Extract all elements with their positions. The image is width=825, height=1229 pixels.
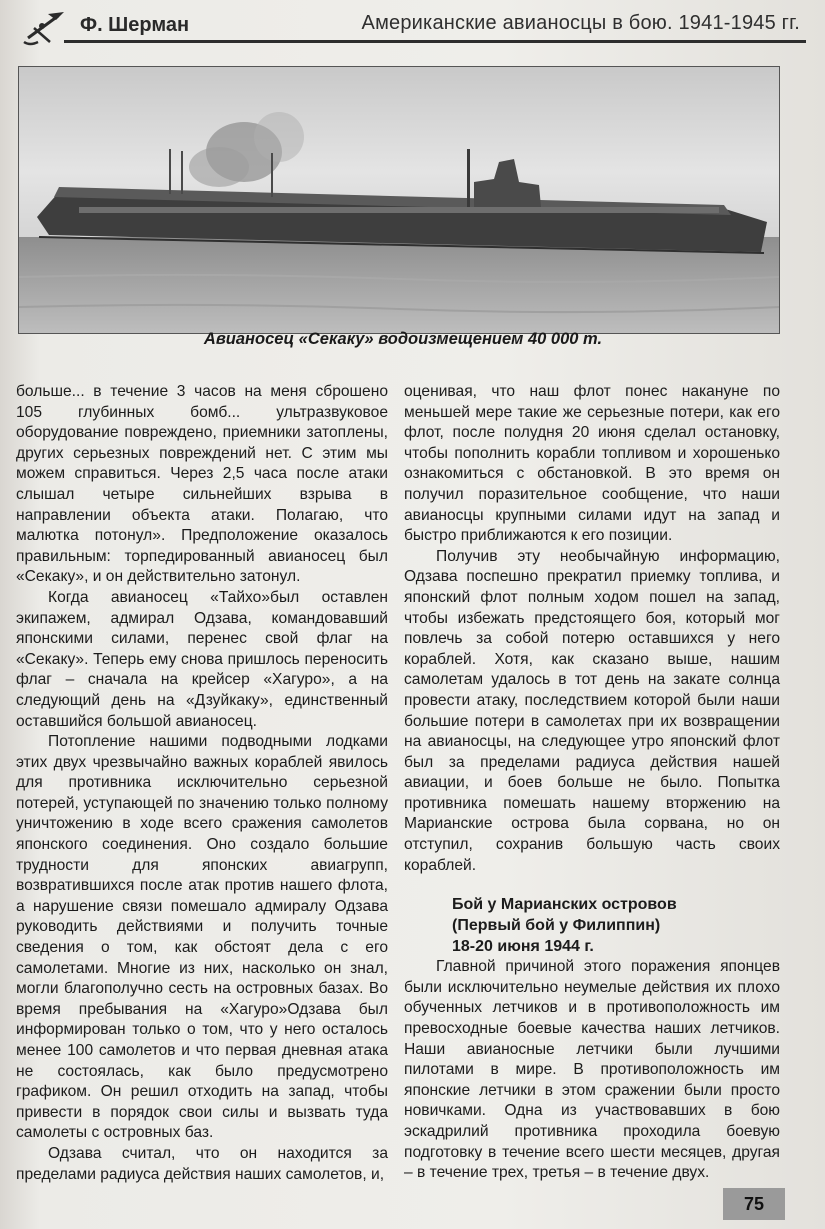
photo-caption: Авианосец «Секаку» водоизмещением 40 000 т. <box>203 330 603 348</box>
page-number: 75 <box>723 1188 785 1220</box>
author-name: Ф. Шерман <box>80 14 190 36</box>
running-title: Американские авианосцы в бою. 1941-1945 гг. <box>361 12 800 34</box>
paragraph: оценивая, что наш флот понес накануне по меньшей мере такие же серьезные потери, как его флот, после полудня 20 июня сделал остановку, чтобы пополнить корабли топливом и хорошенько ознакомиться с обстановкой. В это время он получил поразительное сообщение, что наши авианосцы крупными силами идут на запад и быстро приближаются к его позиции. <box>404 383 780 545</box>
page-header <box>14 6 804 48</box>
section-heading-line: Бой у Марианских островов <box>452 896 677 914</box>
right-column <box>404 382 780 1184</box>
section-heading-line: 18-20 июня 1944 г. <box>452 938 594 956</box>
aircraft-carrier-photo <box>18 66 780 334</box>
paragraph: Главной причиной этого поражения японцев были исключительно неумелые действия их плохо обученных летчиков и в противоположность им превосходные боевые качества наших летчиков. Наши авианосные летчики были лучшими пилотами в мире. В противоположность им японские летчики в этом сражении были просто новичками. Одна из участвовавших в бою эскадрилий противника проходила боевую подготовку в течение всего шести месяцев, другая – в течение трех, третья – в течение двух. <box>404 958 780 1182</box>
paragraph: больше... в течение 3 часов на меня сброшено 105 глубинных бомб... ультразвуковое оборудование повреждено, приемники затоплены, других серьезных повреждений нет. С этим мы можем справиться. Через 2,5 часа после атаки слышал четыре сильнейших взрыва в направлении объекта атаки. Полагаю, что малютка потонул». Предположение оказалось правильным: торпедированный авианосец был «Секаку», и он действительно затонул. <box>16 383 388 586</box>
header-rule <box>64 40 806 43</box>
paragraph: Одзава считал, что он находится за пределами радиуса действия наших самолетов, и, <box>16 1144 388 1183</box>
left-column <box>16 382 388 1185</box>
anchor-aircraft-logo-icon <box>20 8 66 48</box>
section-heading-line: (Первый бой у Филиппин) <box>452 917 661 935</box>
paragraph: Потопление нашими подводными лодками этих двух чрезвычайно важных кораблей явилось для противника исключительно серьезной потерей, уступающей по значению только полному уничтожению в ходе всего сражения самолетов японского соединения. Оно создало большие трудности для японских авиагрупп, возвратившихся после атак против нашего флота, а нарушение связи помешало адмиралу Одзава руководить действиями и получить точные сведения о том, как обстоят дела с его самолетами. Многие из них, насколько он знал, могли благополучно сесть на островных базах. Во время пребывания на «Хагуро»Одзава был информирован только о том, что у него осталось менее 100 самолетов и что первая дневная атака не состоялась, как было предусмотрено графиком. Он решил отходить на запад, чтобы привести в порядок свои силы и вызвать туда самолеты с островных баз. <box>16 733 388 1142</box>
paragraph: Получив эту необычайную информацию, Одзава поспешно прекратил приемку топлива, и японский флот полным ходом пошел на запад, чтобы избежать предстоящего боя, который мог повлечь за собой потерю оставшихся у него кораблей. Хотя, как сказано выше, нашим самолетам удалось в тот день на закате солнца провести атаку, последствием которой были наши большие потери в самолетах при их возвращении на авианосцы, на следующее утро японский флот был за пределами радиуса действия нашей авиации, и боев больше не было. Попытка противника помешать нашему вторжению на Марианские острова была сорвана, но он отступил, сохранив большую часть своих кораблей. <box>404 547 780 874</box>
paragraph: Когда авианосец «Тайхо»был оставлен экипажем, адмирал Одзава, командовавший японскими силами, перенес свой флаг на «Секаку». Теперь ему снова пришлось переносить флаг – сначала на крейсер «Хагуро», а на следующий день на «Дзуйкаку», единственный оставшийся большой авианосец. <box>16 588 388 730</box>
section-heading <box>404 894 780 957</box>
